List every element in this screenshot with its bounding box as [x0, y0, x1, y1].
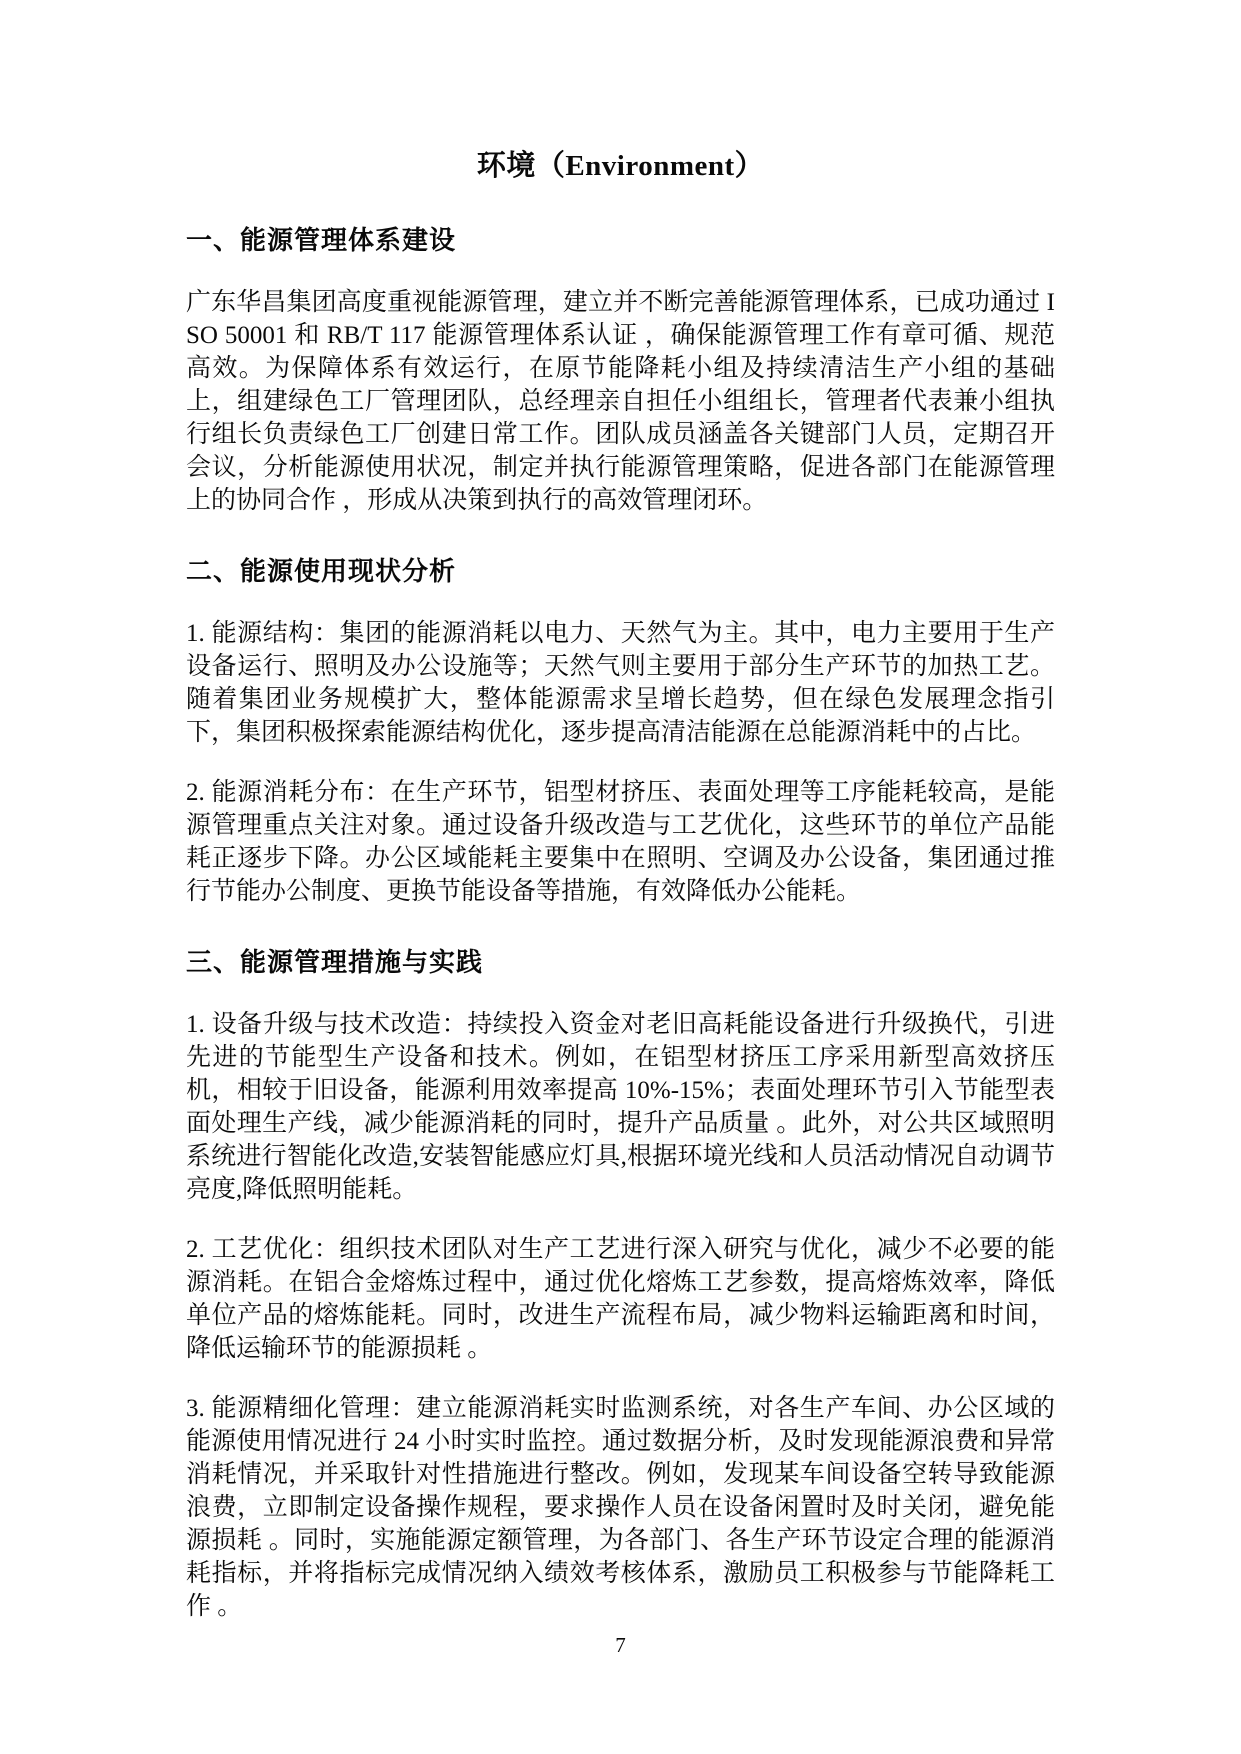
page-number: 7 — [615, 1633, 626, 1657]
paragraph: 2. 工艺优化：组织技术团队对生产工艺进行深入研究与优化，减少不必要的能源消耗。在铝合金熔炼过程中，通过优化熔炼工艺参数，提高熔炼效率，降低单位产品的熔炼能耗。同时，改进生产流程布局，减少物料运输距离和时间，降低运输环节的能源损耗 。 — [186, 1236, 1055, 1362]
paragraph: 1. 设备升级与技术改造：持续投入资金对老旧高耗能设备进行升级换代，引进先进的节能型生产设备和技术。例如，在铝型材挤压工序采用新型高效挤压机，相较于旧设备，能源利用效率提高 10%-15%；表面处理环节引入节能型表面处理生产线，减少能源消耗的同时，提升产品质量 。此外，对公共区域照明系统进行智能化改造,安装智能感应灯具,根据环境光线和人员活动情况自动调节亮度,降低照明能耗。 — [186, 1011, 1055, 1203]
section-energy-usage-analysis — [186, 554, 1055, 908]
section-heading-energy-usage-analysis: 二、能源使用现状分析 — [186, 557, 457, 586]
paragraph: 2. 能源消耗分布：在生产环节，铝型材挤压、表面处理等工序能耗较高，是能源管理重点关注对象。通过设备升级改造与工艺优化，这些环节的单位产品能耗正逐步下降。办公区域能耗主要集中在照明、空调及办公设备，集团通过推行节能办公制度、更换节能设备等措施，有效降低办公能耗。 — [186, 779, 1055, 905]
document-title: 环境（Environment） — [476, 150, 765, 182]
section-heading-energy-management-system: 一、能源管理体系建设 — [186, 226, 457, 255]
section-heading-energy-management-measures: 三、能源管理措施与实践 — [186, 948, 484, 977]
section-energy-management-measures — [186, 945, 1055, 1623]
paragraph: 3. 能源精细化管理：建立能源消耗实时监测系统，对各生产车间、办公区域的能源使用情况进行 24 小时实时监控。通过数据分析，及时发现能源浪费和异常消耗情况，并采取针对性措施进行整改。例如，发现某车间设备空转导致能源浪费，立即制定设备操作规程，要求操作人员在设备闲置时及时关闭，避免能源损耗 。同时，实施能源定额管理，为各部门、各生产环节设定合理的能源消耗指标，并将指标完成情况纳入绩效考核体系，激励员工积极参与节能降耗工作 。 — [186, 1395, 1055, 1620]
page-footer — [0, 1633, 1241, 1658]
paragraph: 广东华昌集团高度重视能源管理，建立并不断完善能源管理体系，已成功通过 ISO 50001 和 RB/T 117 能源管理体系认证 ，确保能源管理工作有章可循、规范高效。为保障体系有效运行，在原节能降耗小组及持续清洁生产小组的基础上，组建绿色工厂管理团队，总经理亲自担任小组组长，管理者代表兼小组执行组长负责绿色工厂创建日常工作。团队成员涵盖各关键部门人员，定期召开会议，分析能源使用状况，制定并执行能源管理策略，促进各部门在能源管理上的协同合作 ，形成从决策到执行的高效管理闭环。 — [186, 289, 1055, 514]
paragraph: 1. 能源结构：集团的能源消耗以电力、天然气为主。其中，电力主要用于生产设备运行、照明及办公设施等；天然气则主要用于部分生产环节的加热工艺。随着集团业务规模扩大，整体能源需求呈增长趋势，但在绿色发展理念指引下，集团积极探索能源结构优化，逐步提高清洁能源在总能源消耗中的占比。 — [186, 620, 1055, 746]
section-energy-management-system — [186, 223, 1055, 517]
